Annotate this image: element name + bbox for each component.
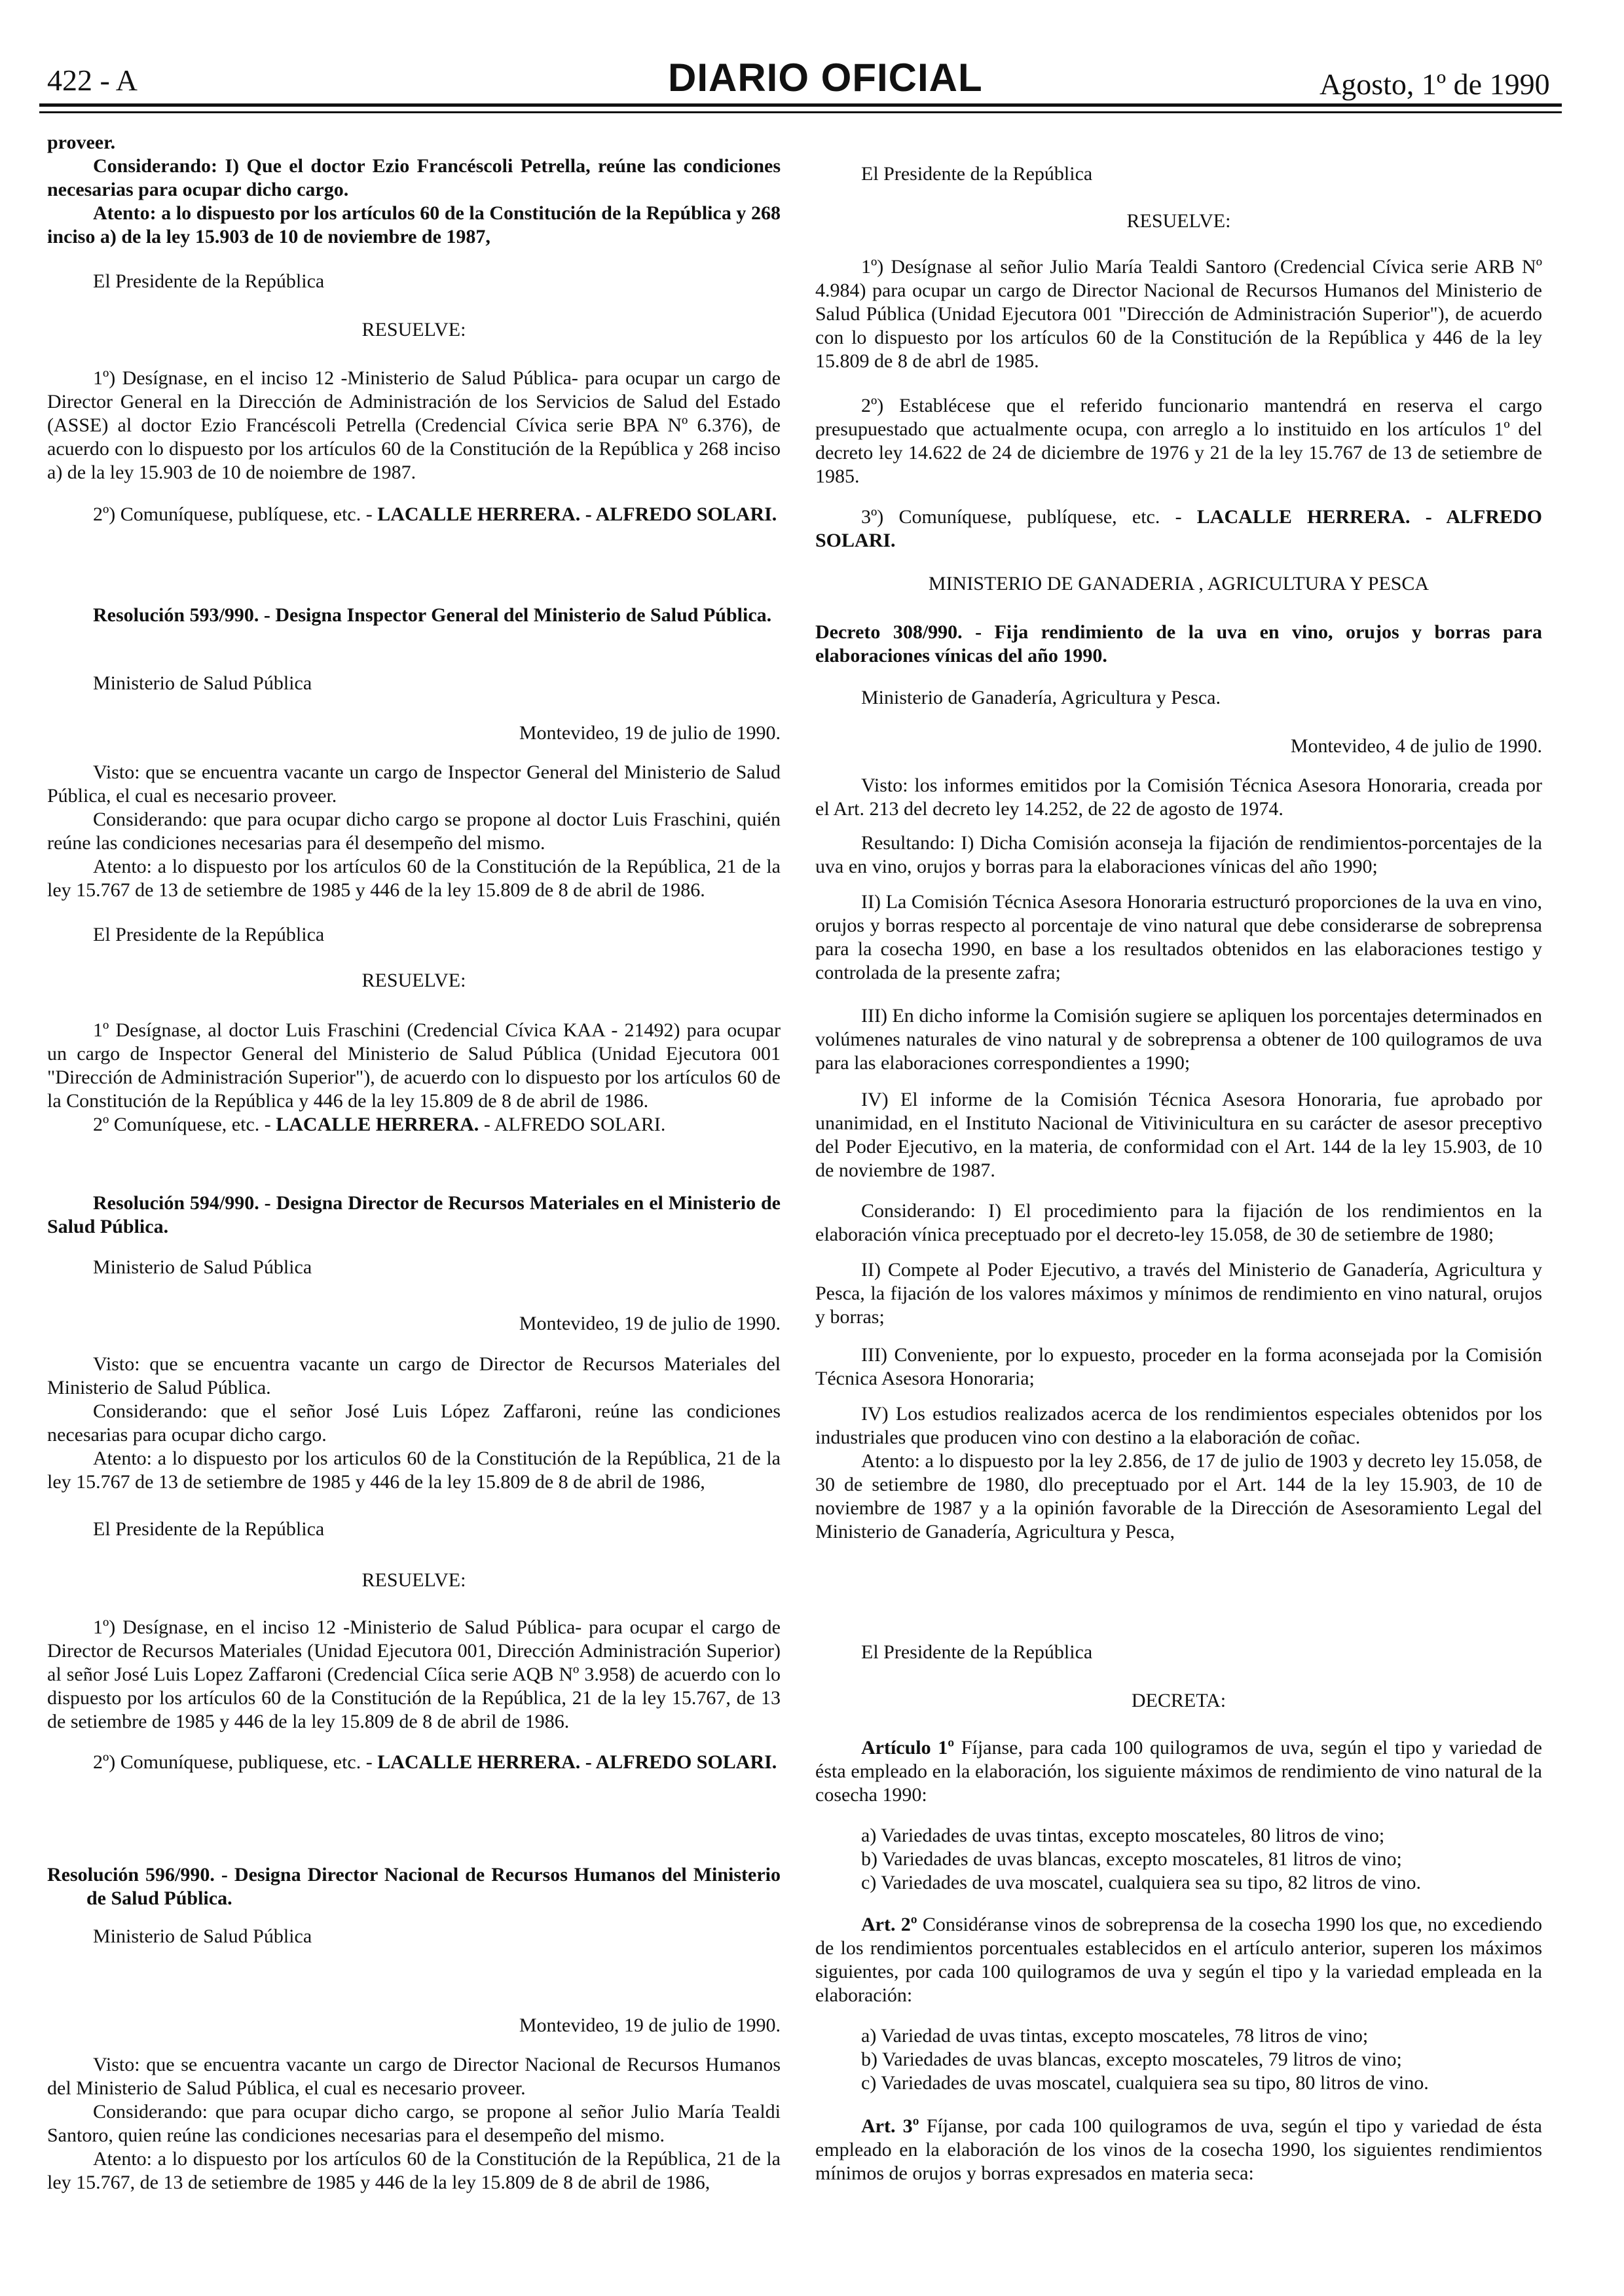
paragraph-considerando: Considerando: que para ocupar dicho cargo, se propone al señor Julio María Tealdi Santoro, quien reúne las condiciones necesarias para el desempeño del mismo. <box>47 2101 781 2146</box>
paragraph-resultando-2: II) La Comisión Técnica Asesora Honoraria estructuró proporciones de la uva en vino, orujos y borras respecto al porcentaje de vino natural que debe considerarse de sobreprensa para la cosecha 1990, en base a los resultados obtenidos en las elaboraciones testigo y controlada de la presente zafra; <box>815 891 1542 983</box>
masthead-title: DIARIO OFICIAL <box>668 56 983 100</box>
ministry-line: Ministerio de Salud Pública <box>93 1925 312 1947</box>
president-line: El Presidente de la República <box>93 270 325 292</box>
article-text: Fíjanse, para cada 100 quilogramos de uva, según el tipo y variedad de ésta empleado en la elaboración, los siguiente máximos de rendimiento de vino natural de la cosecha 1990: <box>815 1737 1542 1806</box>
paragraph-atento: Atento: a lo dispuesto por los artículos 60 de la Constitución de la República, 21 de la ley 15.767 de 13 de setiembre de 1985 y 446 de la ley 15.809 de 8 de abril de 1986. <box>47 856 781 901</box>
paragraph-atento: Atento: a lo dispuesto por los articulos 60 de la Constitución de la República, 21 de la ley 15.767 de 13 de setiembre de 1985 y 446 de la ley 15.809 de 8 de abril de 1986, <box>47 1448 781 1493</box>
ministry-heading: MINISTERIO DE GANADERIA , AGRICULTURA Y PESCA <box>928 573 1430 594</box>
list-item: b) Variedades de uvas blancas, excepto moscateles, 79 litros de vino; <box>861 2049 1402 2070</box>
decree-article-2 <box>815 1913 1542 2007</box>
paragraph-considerando: Considerando: que el señor José Luis López Zaffaroni, reúne las condiciones necesarias para ocupar dicho cargo. <box>47 1400 781 1446</box>
president-line: El Presidente de la República <box>861 163 1093 185</box>
resolution-593-title: Resolución 593/990. - Designa Inspector General del Ministerio de Salud Pública. <box>93 604 772 626</box>
signature-president: LACALLE HERRERA. <box>276 1114 479 1135</box>
article-1-list <box>815 1824 1542 1895</box>
president-line: El Presidente de la República <box>861 1641 1093 1663</box>
ministry-line: Ministerio de Ganadería, Agricultura y Pesca. <box>861 687 1221 708</box>
decreta-heading: DECRETA: <box>1131 1690 1227 1711</box>
section-intro <box>47 131 781 249</box>
article-3 <box>815 505 1542 553</box>
resolution-594-title: Resolución 594/990. - Designa Director de Recursos Materiales en el Ministerio de Salud Pública. <box>47 1192 781 1237</box>
issue-date: Agosto, 1º de 1990 <box>1320 67 1550 101</box>
ministry-line: Ministerio de Salud Pública <box>93 1256 312 1278</box>
resolution-596-body <box>47 2053 781 2195</box>
list-item: c) Variedades de uvas moscatel, cualquiera sea su tipo, 80 litros de vino. <box>861 2072 1429 2094</box>
header-rule <box>39 103 1562 107</box>
paragraph: proveer. <box>47 132 116 153</box>
article-label: Art. 2º <box>861 1914 917 1935</box>
paragraph-considerando: Considerando: que para ocupar dicho cargo se propone al doctor Luis Fraschini, quién reúne las condiciones necesarias para él desempeño del mismo. <box>47 809 781 854</box>
list-item: a) Variedades de uvas tintas, excepto moscateles, 80 litros de vino; <box>861 1825 1385 1846</box>
considerando-4-and-atento <box>815 1402 1542 1544</box>
paragraph-atento: Atento: a lo dispuesto por los artículos 60 de la Constitución de la República y 268 inciso a) de la ley 15.903 de 10 de noviembre de 1987, <box>47 202 781 247</box>
article-2: 2º) Establécese que el referido funcionario mantendrá en reserva el cargo presupuestado que actualmente ocupa, con arreglo a lo instituido en los artículos 1º del decreto ley 14.622 de 24 de diciembre de 1976 y 21 de la ley 15.767 de 13 de setiembre de 1985. <box>815 395 1542 487</box>
paragraph-atento: Atento: a lo dispuesto por los artículos 60 de la Constitución de la República, 21 de la ley 15.767, de 13 de setiembre de 1985 y 446 de la ley 15.809 de 8 de abril de 1986, <box>47 2148 781 2193</box>
paragraph-resultando-4: IV) El informe de la Comisión Técnica Asesora Honoraria, fue aprobado por unanimidad, en el Instituto Nacional de Vitivinicultura en su carácter de asesor preceptivo del Poder Ejecutivo, en la materia, de conformidad con el Art. 144 de la ley 15.903, de 10 de noviembre de 1987. <box>815 1089 1542 1181</box>
resuelve-heading: RESUELVE: <box>361 970 466 991</box>
article-1: 1º) Desígnase al señor Julio María Tealdi Santoro (Credencial Cívica serie ARB Nº 4.984) para ocupar un cargo de Director Nacional de Recursos Humanos del Ministerio de Salud Pública (Unidad Ejecutora 001 "Dirección de Administración Superior"), de acuerdo con lo dispuesto por los artículos 60 de la Constitución de la República y 446 de la ley 15.809 de 8 de abrl de 1985. <box>815 256 1542 372</box>
article-2 <box>47 1113 781 1137</box>
article-1: 1º) Desígnase, en el inciso 12 -Ministerio de Salud Pública- para ocupar un cargo de Director General en la Dirección de Administración de los Servicios de Salud del Estado (ASSE) al doctor Ezio Francéscoli Petrella (Credencial Cívica serie BPA Nº 6.376), de acuerdo con lo dispuesto por los artículos 60 de la Constitución de la República y 268 inciso a) de la ley 15.903 de 10 de noiembre de 1987. <box>47 367 781 483</box>
dateline: Montevideo, 19 de julio de 1990. <box>519 1313 781 1334</box>
signatures: LACALLE HERRERA. - ALFREDO SOLARI. <box>815 506 1542 551</box>
resolution-593-articles <box>47 1019 781 1137</box>
paragraph-considerando-4: IV) Los estudios realizados acerca de los rendimientos especiales obtenidos por los industriales que producen vino con destino a la elaboración de coñac. <box>815 1403 1542 1448</box>
paragraph-visto: Visto: los informes emitidos por la Comisión Técnica Asesora Honoraria, creada por el Art. 213 del decreto ley 14.252, de 22 de agosto de 1974. <box>815 774 1542 820</box>
dateline: Montevideo, 19 de julio de 1990. <box>519 2014 781 2036</box>
decree-article-3 <box>815 2115 1542 2185</box>
paragraph-resultando-3: III) En dicho informe la Comisión sugiere se apliquen los porcentajes determinados en volúmenes naturales de vino natural y de sobreprensa a obtener de 100 quilogramos de uva para las elaboraciones correspondientes a 1990; <box>815 1005 1542 1074</box>
article-text: 3º) Comuníquese, publíquese, etc. - <box>861 506 1197 528</box>
president-line: El Presidente de la República <box>93 1518 325 1540</box>
paragraph-atento: Atento: a lo dispuesto por la ley 2.856, de 17 de julio de 1903 y decreto ley 15.058, de 30 de setiembre de 1980, dlo preceptuado por el Art. 144 de la ley 15.903, de 10 de noviembre de 1987 y a la opinión favorable de la Dirección de Asesoramiento Legal del Ministerio de Ganadería, Agricultura y Pesca, <box>815 1450 1542 1542</box>
signatures: LACALLE HERRERA. - ALFREDO SOLARI. <box>377 1751 777 1773</box>
article-text: 2º) Comuníquese, publíquese, etc. - <box>93 503 378 525</box>
page-number: 422 - A <box>47 64 138 97</box>
paragraph-visto: Visto: que se encuentra vacante un cargo de Inspector General del Ministerio de Salud Pública, el cual es necesario proveer. <box>47 761 781 807</box>
resuelve-heading: RESUELVE: <box>361 1569 466 1591</box>
signature-minister: - ALFREDO SOLARI. <box>479 1114 666 1135</box>
article-text: 2º Comuníquese, etc. - <box>93 1114 276 1135</box>
signatures: LACALLE HERRERA. - ALFREDO SOLARI. <box>377 503 777 525</box>
dateline: Montevideo, 4 de julio de 1990. <box>1290 735 1542 757</box>
article-label: Art. 3º <box>861 2115 919 2137</box>
paragraph-considerando-2: II) Compete al Poder Ejecutivo, a través del Ministerio de Ganadería, Agricultura y Pesca, la fijación de los valores máximos y mínimos de rendimiento en vino natural, orujos y borras; <box>815 1259 1542 1328</box>
resolution-596-title: Resolución 596/990. - Designa Director Nacional de Recursos Humanos del Ministerio de Salud Pública. <box>47 1864 781 1909</box>
president-line: El Presidente de la República <box>93 924 325 945</box>
paragraph-considerando-3: III) Conveniente, por lo expuesto, proceder en la forma aconsejada por la Comisión Técnica Asesora Honoraria; <box>815 1344 1542 1389</box>
article-label: Artículo 1º <box>861 1737 955 1758</box>
article-text: 2º) Comuníquese, publiquese, etc. - <box>93 1751 378 1773</box>
article-1: 1º) Desígnase, en el inciso 12 -Ministerio de Salud Pública- para ocupar el cargo de Director de Recursos Materiales (Unidad Ejecutora 001, Dirección Administración Superior) al señor José Luis Lopez Zaffaroni (Credencial Cíica serie AQB Nº 3.958) de acuerdo con lo dispuesto por los artículos 60 de la Constitución de la República, 21 de la ley 15.767, de 13 de setiembre de 1985 y 446 de la ley 15.809 de 8 de abril de 1986. <box>47 1616 781 1732</box>
paragraph-considerando: Considerando: I) Que el doctor Ezio Francéscoli Petrella, reúne las condiciones necesarias para ocupar dicho cargo. <box>47 155 781 200</box>
list-item: a) Variedad de uvas tintas, excepto moscateles, 78 litros de vino; <box>861 2025 1369 2047</box>
article-text: Fíjanse, por cada 100 quilogramos de uva, según el tipo y variedad de ésta empleado en la elaboración de los vinos de la cosecha 1990, los siguientes rendimientos mínimos de orujos y borras expresados en materia seca: <box>815 2115 1542 2184</box>
article-2 <box>47 1751 781 1774</box>
ministry-line: Ministerio de Salud Pública <box>93 672 312 694</box>
dateline: Montevideo, 19 de julio de 1990. <box>519 722 781 744</box>
list-item: c) Variedades de uva moscatel, cualquiera sea su tipo, 82 litros de vino. <box>861 1872 1422 1893</box>
paragraph-visto: Visto: que se encuentra vacante un cargo de Director Nacional de Recursos Humanos del Ministerio de Salud Pública, el cual es necesario proveer. <box>47 2054 781 2099</box>
paragraph-considerando-1: Considerando: I) El procedimiento para la fijación de los rendimientos en la elaboración vínica preceptuado por el decreto-ley 15.058, de 30 de setiembre de 1980; <box>815 1200 1542 1245</box>
header-rule <box>39 111 1562 113</box>
resuelve-heading: RESUELVE: <box>1126 210 1231 232</box>
article-2-list <box>815 2024 1542 2095</box>
resuelve-heading: RESUELVE: <box>361 319 466 340</box>
decree-308-title: Decreto 308/990. - Fija rendimiento de la uva en vino, orujos y borras para elaboraciones vínicas del año 1990. <box>815 621 1542 666</box>
paragraph-visto: Visto: que se encuentra vacante un cargo de Director de Recursos Materiales del Ministerio de Salud Pública. <box>47 1353 781 1398</box>
decree-article-1 <box>815 1736 1542 1807</box>
article-1: 1º Desígnase, al doctor Luis Fraschini (Credencial Cívica KAA - 21492) para ocupar un cargo de Inspector General del Ministerio de Salud Pública (Unidad Ejecutora 001 "Dirección de Administración Superior"), de acuerdo con lo dispuesto por los artículos 60 de la Constitución de la República y 446 de la ley 15.809 de 8 de abril de 1986. <box>47 1019 781 1112</box>
article-2 <box>47 503 781 526</box>
resolution-593-body <box>47 761 781 902</box>
resolution-594-body <box>47 1353 781 1494</box>
article-text: Considéranse vinos de sobreprensa de la cosecha 1990 los que, no excediendo de los rendimientos porcentuales establecidos en el artículo anterior, superen los máximos siguientes, por cada 100 quilogramos de uva y según el tipo y la variedad empleada en la elaboración: <box>815 1914 1542 2006</box>
paragraph-resultando-1: Resultando: I) Dicha Comisión aconseja la fijación de rendimientos-porcentajes de la uva en vino, orujos y borras para la elaboraciones vínicas del año 1990; <box>815 832 1542 877</box>
list-item: b) Variedades de uvas blancas, excepto moscateles, 81 litros de vino; <box>861 1848 1402 1870</box>
